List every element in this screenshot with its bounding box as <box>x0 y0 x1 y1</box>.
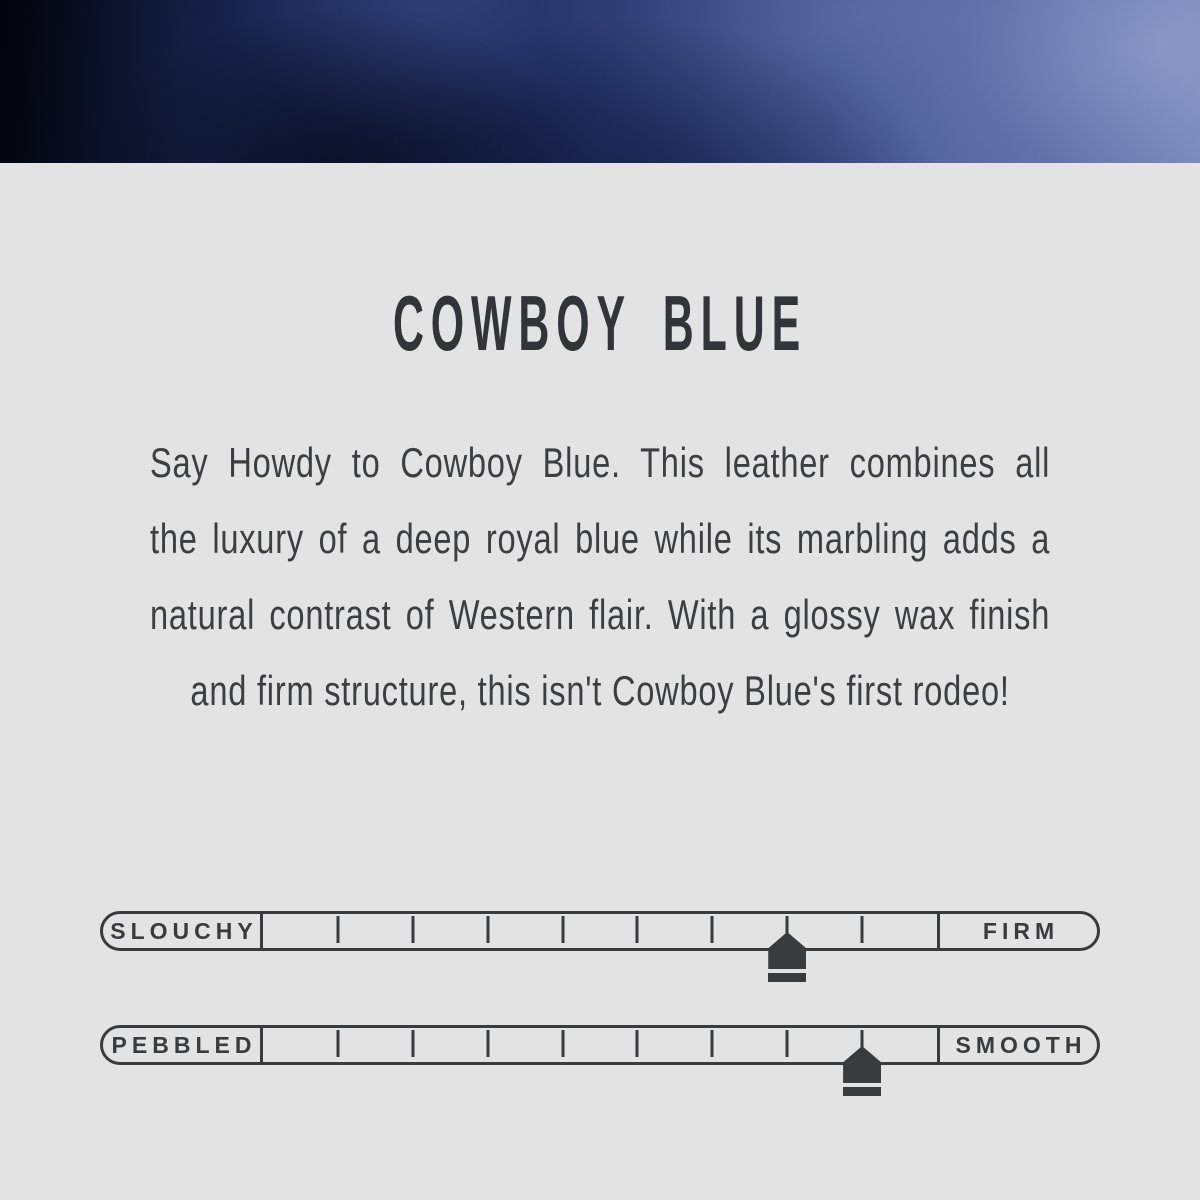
tick-mark <box>336 1030 339 1057</box>
leather-hero-image <box>0 0 1200 163</box>
slider-track <box>260 914 940 948</box>
marker-head-icon <box>768 932 806 969</box>
tick-mark <box>561 1030 564 1057</box>
texture-left-label: PEBBLED <box>111 1031 257 1058</box>
tick-mark <box>486 916 489 943</box>
tick-mark <box>711 916 714 943</box>
tick-mark <box>336 916 339 943</box>
slider-marker <box>843 1046 881 1096</box>
description-paragraph <box>150 425 1050 729</box>
structure-left-label: SLOUCHY <box>110 917 258 944</box>
hero-shadow-edge <box>0 0 180 163</box>
page-title: COWBOY BLUE <box>392 279 808 367</box>
slider-track <box>260 1028 940 1062</box>
texture-right-label: SMOOTH <box>955 1031 1087 1058</box>
leather-grain-texture <box>0 0 1200 163</box>
tick-mark <box>711 1030 714 1057</box>
tick-mark <box>411 1030 414 1057</box>
slider-marker <box>768 932 806 982</box>
structure-right-label: FIRM <box>982 917 1060 944</box>
tick-mark <box>786 1030 789 1057</box>
description-line: Say Howdy to Cowboy Blue. This leather combines all <box>150 439 1051 486</box>
description-line: natural contrast of Western flair. With a glossy wax finish <box>150 591 1051 638</box>
structure-scale <box>100 911 1100 951</box>
structure-scale-inner <box>103 914 1097 948</box>
texture-scale-inner <box>103 1028 1097 1062</box>
description-line: and firm structure, this isn't Cowboy Blue's first rodeo! <box>190 667 1010 714</box>
tick-mark <box>636 1030 639 1057</box>
tick-mark <box>636 916 639 943</box>
marker-bar-icon <box>843 1087 881 1096</box>
description-line: the luxury of a deep royal blue while its marbling adds a <box>150 515 1051 562</box>
marker-bar-icon <box>768 973 806 982</box>
tick-mark <box>861 916 864 943</box>
tick-mark <box>486 1030 489 1057</box>
tick-mark <box>561 916 564 943</box>
texture-scale <box>100 1025 1100 1065</box>
tick-mark <box>411 916 414 943</box>
marker-head-icon <box>843 1046 881 1083</box>
